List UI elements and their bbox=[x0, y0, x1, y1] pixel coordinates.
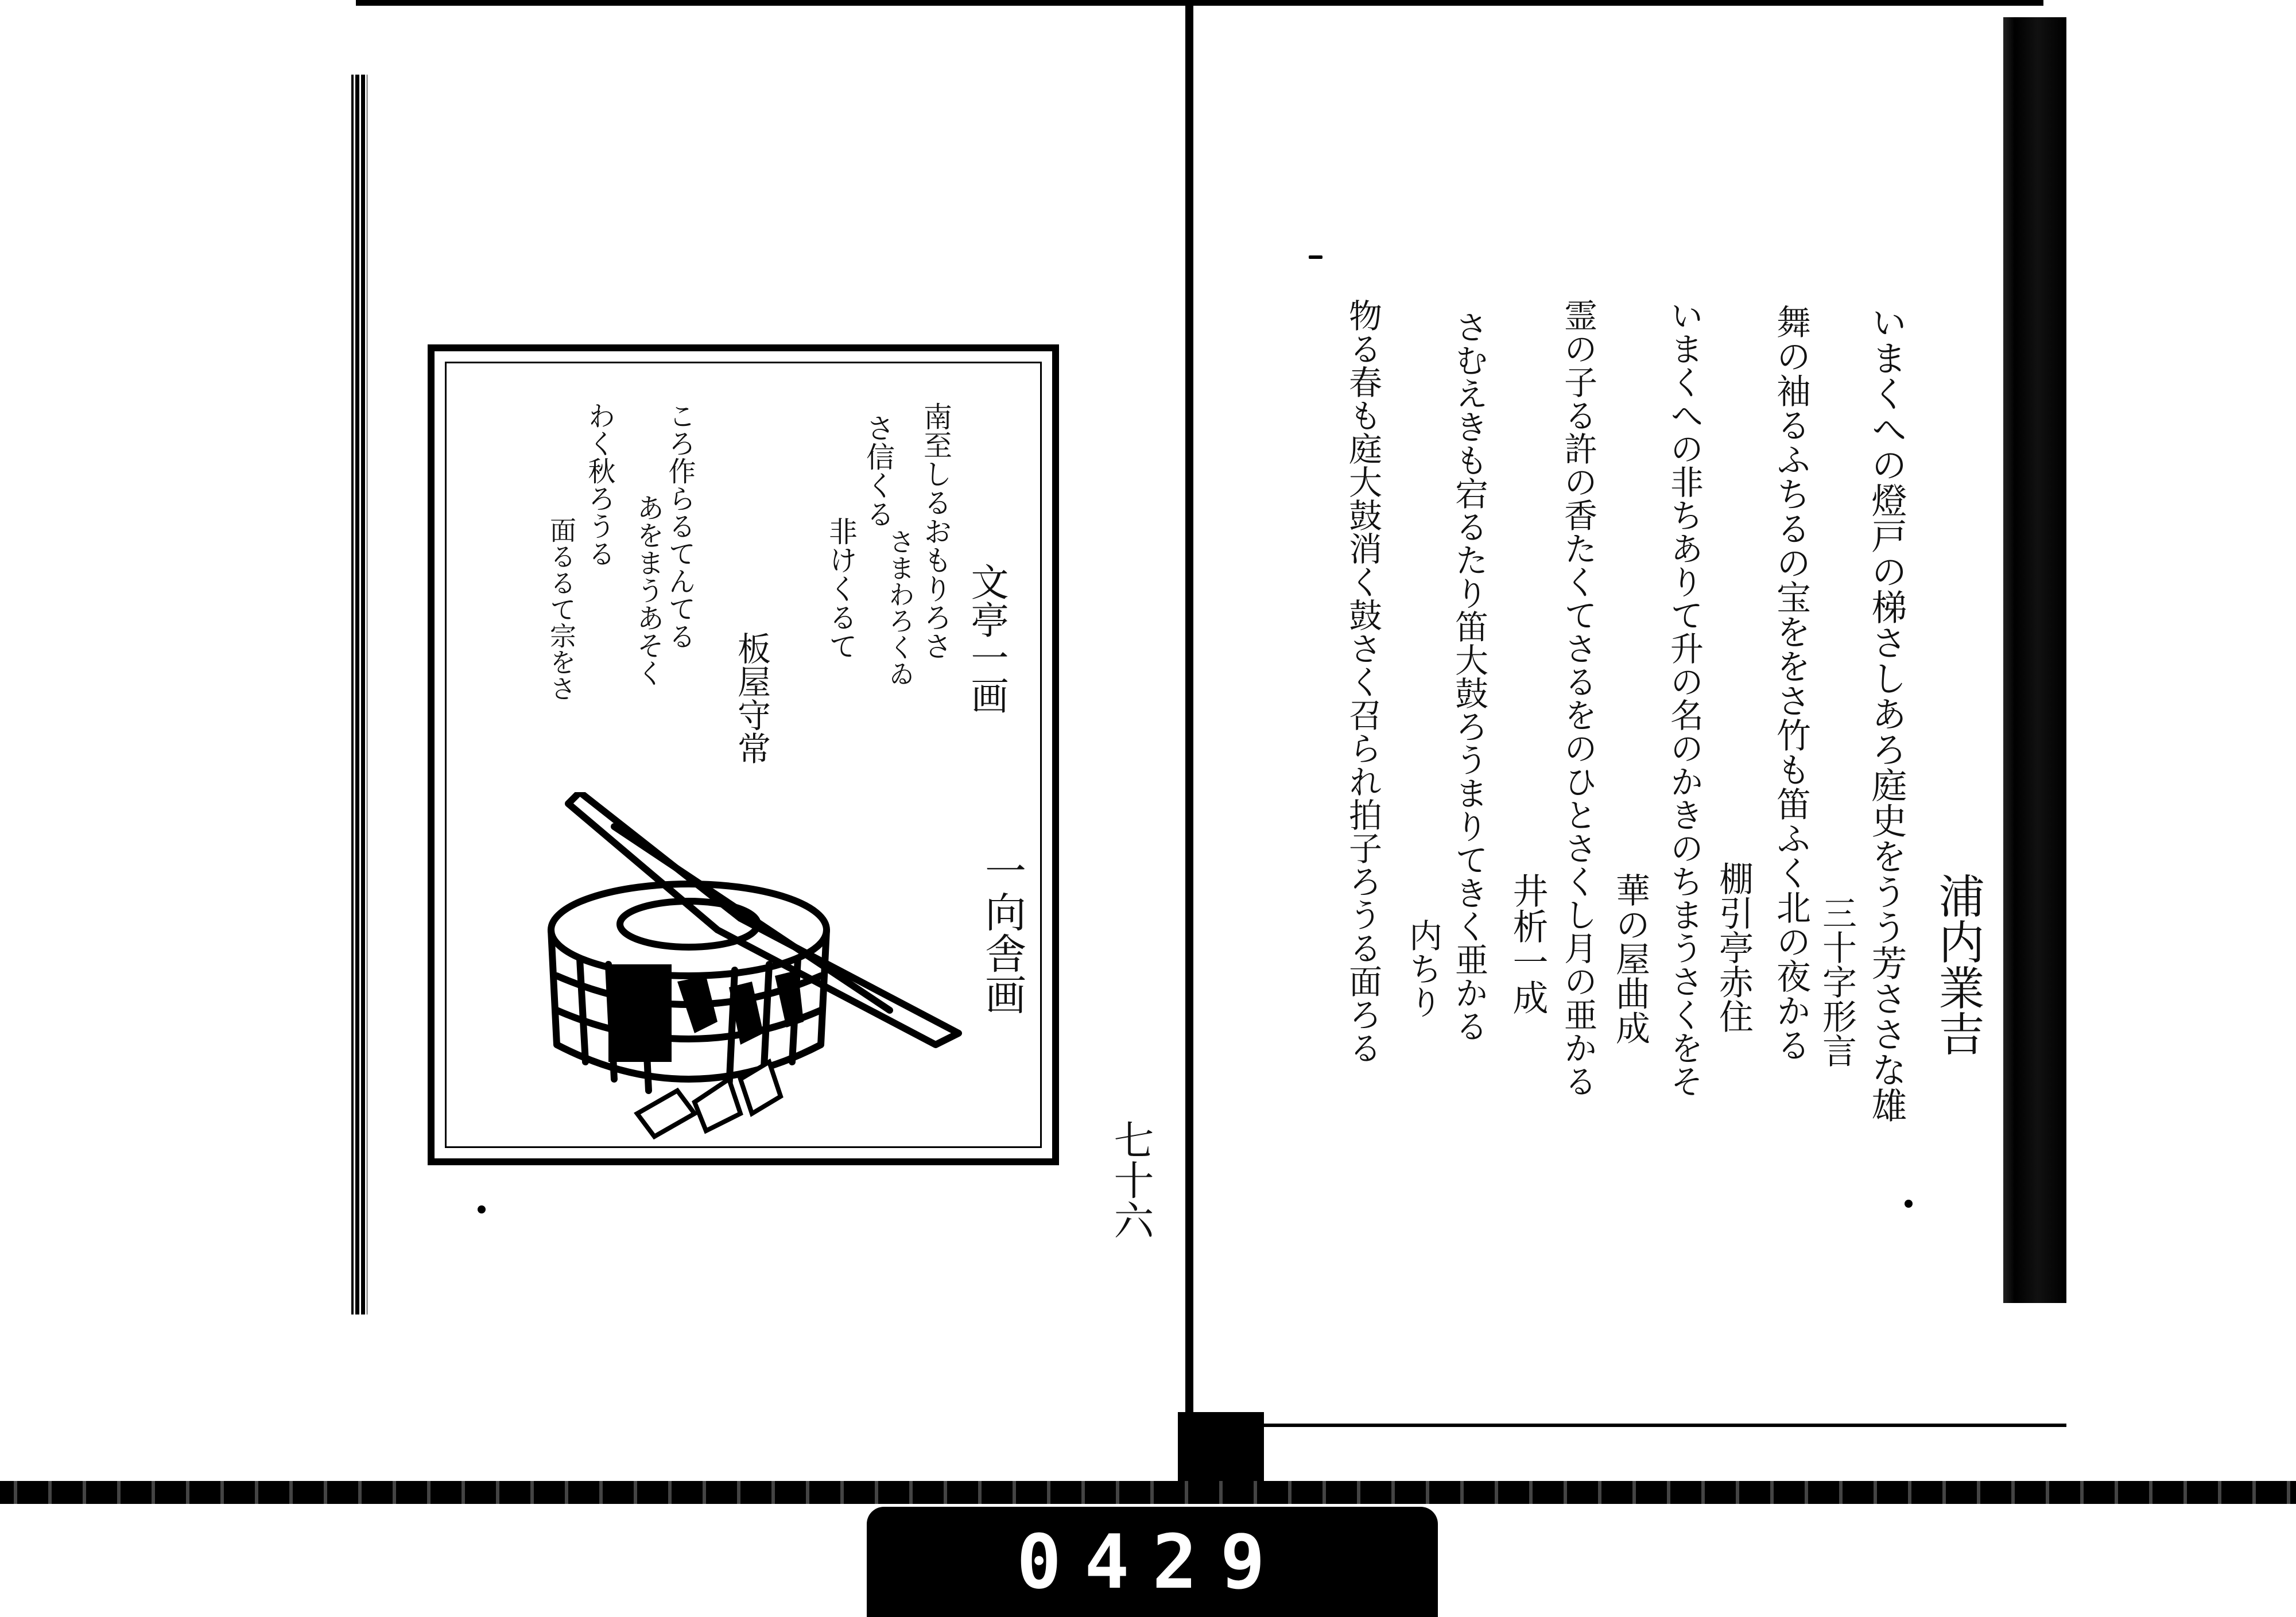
text-column-7: 霊の子る許の香たくてさるをのひとさくし月の亜かる bbox=[1558, 298, 1597, 1098]
right-page-mark bbox=[1309, 255, 1322, 259]
poem-line-9: わく秋ろうる bbox=[583, 402, 615, 567]
poem-line-4: さ信くる bbox=[862, 413, 895, 528]
text-column-11: 物る春も庭大鼓消く鼓さく召られ拍子ろうる面ろる bbox=[1343, 298, 1382, 1064]
poem-line-1: 文亭一画 bbox=[964, 563, 1009, 714]
text-column-3: 舞の袖るふちるの宝ををさ竹も笛ふく北の夜かる bbox=[1771, 304, 1811, 1062]
illustrator-signature: 一向舎画 bbox=[978, 850, 1026, 1015]
poem-line-2: 南至しるおもりろさ bbox=[919, 402, 952, 660]
catalog-number: 0429 bbox=[1016, 1518, 1289, 1606]
text-column-8: 井析一成 bbox=[1507, 873, 1549, 1015]
author-heading: 浦内業吉 bbox=[1931, 873, 1984, 1056]
left-page-dot bbox=[478, 1205, 486, 1213]
scan-bottom-band bbox=[0, 1481, 2296, 1504]
left-page-edge bbox=[351, 75, 367, 1314]
folio-number: 七十六 bbox=[1107, 1119, 1154, 1240]
text-column-1: いまくへの燈戸の梯さしあろ庭史をうう芳ささな雄 bbox=[1865, 304, 1907, 1123]
right-page-bottom-edge bbox=[1263, 1424, 2066, 1427]
right-page-dot bbox=[1905, 1200, 1913, 1208]
poem-line-6: 板屋守常 bbox=[732, 631, 771, 765]
poem-line-5: 非けくるて bbox=[824, 517, 858, 660]
text-column-4: 棚引亭赤住 bbox=[1713, 861, 1754, 1033]
text-column-6: 華の屋曲成 bbox=[1610, 873, 1650, 1045]
catalog-number-plate bbox=[867, 1507, 1438, 1617]
top-edge bbox=[356, 0, 2043, 6]
poem-line-7: ころ作らるてんてる bbox=[664, 402, 696, 650]
text-column-9: さむえきも宕るたり笛大鼓ろうまりてきく亜かる bbox=[1449, 310, 1488, 1042]
poem-line-10: 面るるて宗をさ bbox=[546, 517, 577, 701]
gutter-clip bbox=[1178, 1412, 1264, 1481]
text-column-2: 三十字形言 bbox=[1817, 895, 1857, 1068]
right-page-edge bbox=[2003, 17, 2066, 1303]
poem-line-8: あをまうあそく bbox=[632, 494, 664, 687]
poem-line-3: さまわろくゐ bbox=[885, 528, 916, 687]
text-column-5: いまくへの非ちありて升の名のかきのちまうさくをそ bbox=[1665, 298, 1704, 1098]
text-column-10: 内ちり bbox=[1403, 918, 1442, 1018]
drum-illustration bbox=[545, 792, 1016, 1148]
book-gutter bbox=[1185, 0, 1193, 1418]
